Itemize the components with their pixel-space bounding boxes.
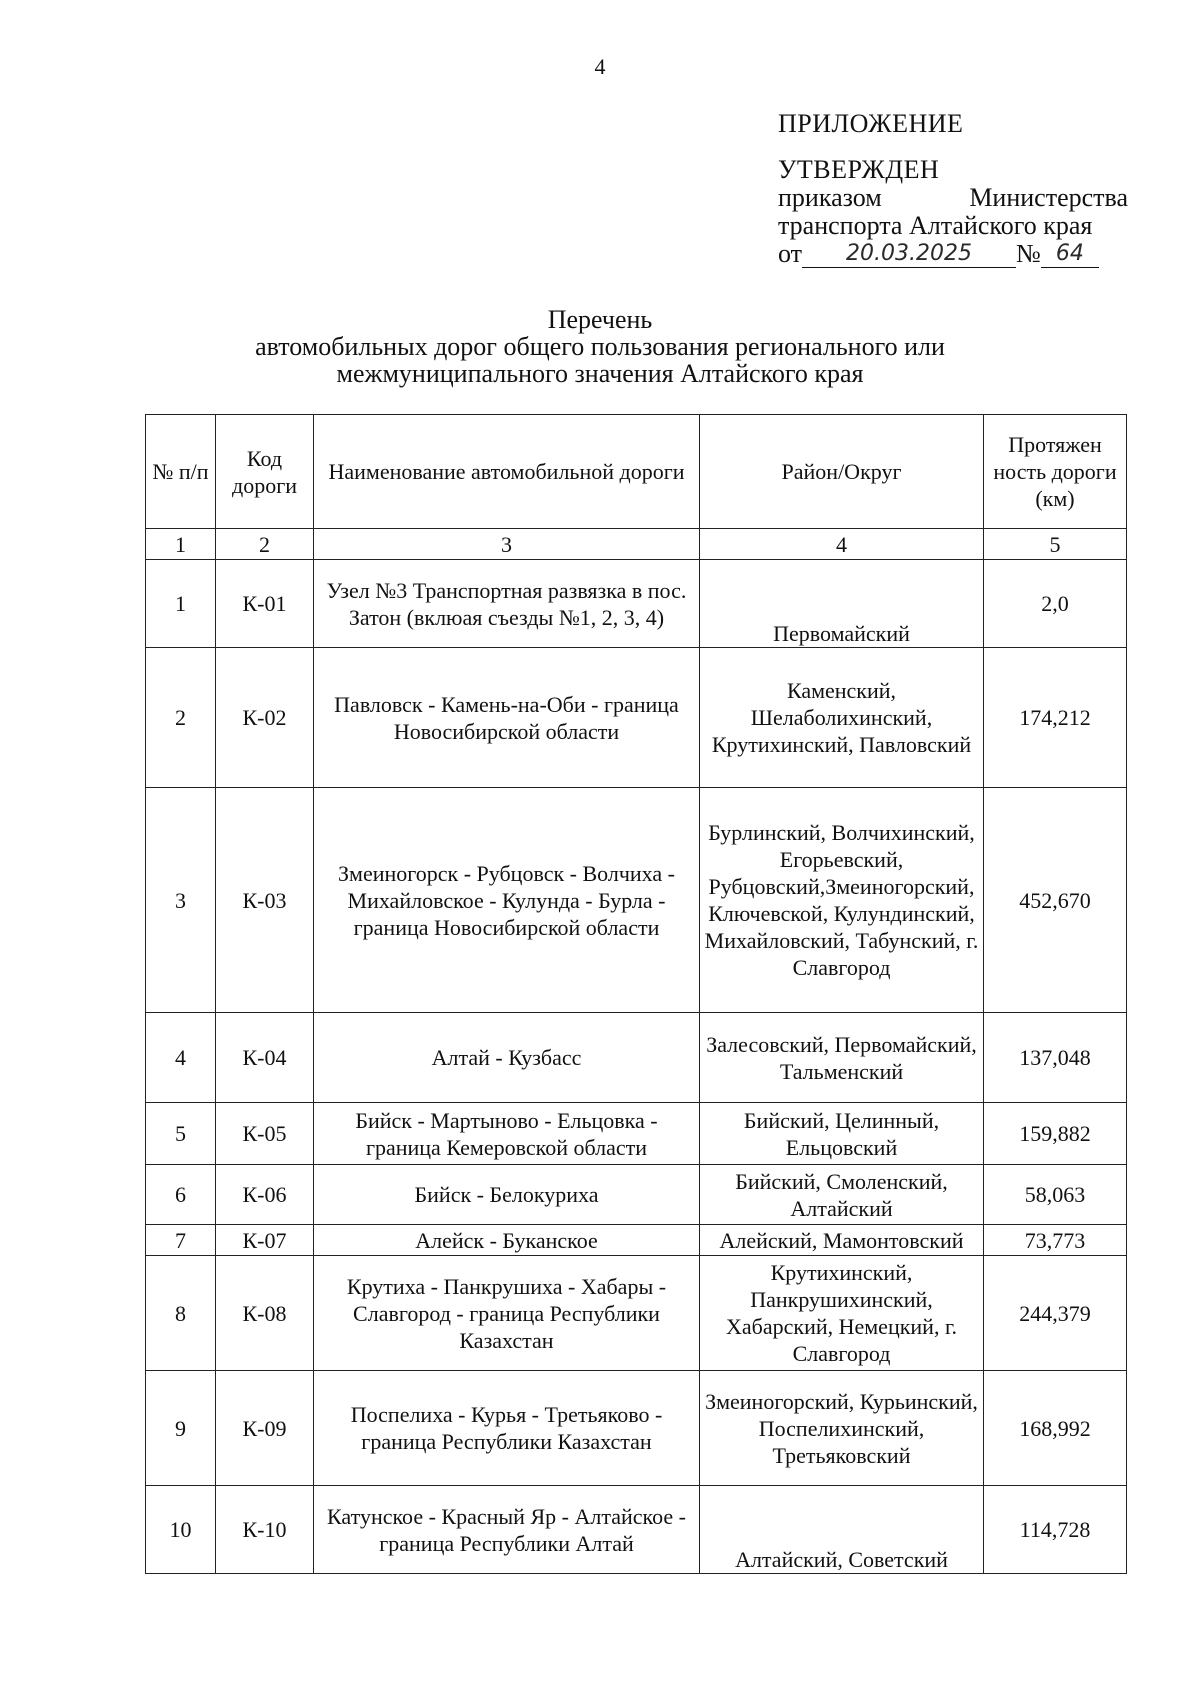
road-district: Бийский, Целинный, Ельцовский	[700, 1103, 984, 1165]
road-district: Змеиногорский, Курьинский, Поспелихинский, Третьяковский	[700, 1371, 984, 1486]
header-number: № п/п	[146, 415, 216, 529]
road-district: Крутихинский, Панкрушихинский, Хабарский, Немецкий, г. Славгород	[700, 1256, 984, 1371]
ministry-word: Министерства	[969, 183, 1128, 212]
road-code: К-06	[216, 1165, 314, 1225]
header-road-name: Наименование автомобильной дороги	[314, 415, 700, 529]
road-district: Бийский, Смоленский, Алтайский	[700, 1165, 984, 1225]
road-district: Первомайский	[700, 560, 984, 648]
row-number: 7	[146, 1225, 216, 1256]
road-name: Катунское - Красный Яр - Алтайское - граница Республики Алтай	[314, 1486, 700, 1574]
title-line-2: автомобильных дорог общего пользования регионального или	[255, 332, 945, 361]
row-number: 10	[146, 1486, 216, 1574]
road-code: К-04	[216, 1013, 314, 1103]
road-code: К-05	[216, 1103, 314, 1165]
table-row	[146, 788, 1127, 1013]
header-row	[146, 415, 1127, 529]
column-number: 2	[216, 529, 314, 560]
road-code: К-01	[216, 560, 314, 648]
order-line	[778, 184, 1128, 212]
road-district: Залесовский, Первомайский, Тальменский	[700, 1013, 984, 1103]
road-code: К-07	[216, 1225, 314, 1256]
road-code: К-10	[216, 1486, 314, 1574]
date-number-line	[778, 240, 1128, 268]
table-row	[146, 1225, 1127, 1256]
header-length: Протяжен ность дороги (км)	[984, 415, 1127, 529]
handwritten-date: 20.03.2025	[802, 241, 1016, 268]
from-label: от	[778, 239, 803, 268]
row-number: 3	[146, 788, 216, 1013]
row-number: 1	[146, 560, 216, 648]
road-length: 58,063	[984, 1165, 1127, 1225]
road-name: Змеиногорск - Рубцовск - Волчиха - Михайловское - Кулунда - Бурла - граница Новосибирской области	[314, 788, 700, 1013]
road-length: 452,670	[984, 788, 1127, 1013]
header-code: Код дороги	[216, 415, 314, 529]
table-row	[146, 648, 1127, 788]
table-row	[146, 1486, 1127, 1574]
table-row	[146, 1371, 1127, 1486]
row-number: 8	[146, 1256, 216, 1371]
road-length: 159,882	[984, 1103, 1127, 1165]
handwritten-number: 64	[1041, 241, 1099, 268]
road-length: 114,728	[984, 1486, 1127, 1574]
number-label: №	[1016, 239, 1041, 268]
column-number: 3	[314, 529, 700, 560]
road-name: Бийск - Мартыново - Ельцовка - граница Кемеровской области	[314, 1103, 700, 1165]
header-district: Район/Округ	[700, 415, 984, 529]
road-district: Бурлинский, Волчихинский, Егорьевский, Рубцовский,Змеиногорский, Ключевской, Кулундинский, Михайловский, Табунский, г. Славгород	[700, 788, 984, 1013]
by-order-word: приказом	[778, 183, 882, 212]
appendix-title: ПРИЛОЖЕНИЕ	[778, 109, 964, 138]
column-number: 5	[984, 529, 1127, 560]
table-row	[146, 560, 1127, 648]
road-length: 2,0	[984, 560, 1127, 648]
row-number: 4	[146, 1013, 216, 1103]
road-code: К-09	[216, 1371, 314, 1486]
road-name: Алейск - Буканское	[314, 1225, 700, 1256]
road-district: Алтайский, Советский	[700, 1486, 984, 1574]
approved-label: УТВЕРЖДЕН	[778, 155, 940, 184]
table-row	[146, 1103, 1127, 1165]
title-line-1: Перечень	[547, 305, 653, 334]
road-length: 137,048	[984, 1013, 1127, 1103]
document-title	[0, 306, 1200, 387]
road-length: 174,212	[984, 648, 1127, 788]
table-row	[146, 1165, 1127, 1225]
row-number: 2	[146, 648, 216, 788]
road-code: К-02	[216, 648, 314, 788]
approval-block	[778, 110, 1128, 268]
road-code: К-08	[216, 1256, 314, 1371]
column-number: 4	[700, 529, 984, 560]
road-name: Крутиха - Панкрушиха - Хабары - Славгород - граница Республики Казахстан	[314, 1256, 700, 1371]
road-name: Узел №3 Транспортная развязка в пос. Затон (вклюая съезды №1, 2, 3, 4)	[314, 560, 700, 648]
title-line-3: межмуниципального значения Алтайского края	[336, 359, 864, 388]
row-number: 9	[146, 1371, 216, 1486]
table-row	[146, 1013, 1127, 1103]
table-row	[146, 1256, 1127, 1371]
road-length: 73,773	[984, 1225, 1127, 1256]
column-number: 1	[146, 529, 216, 560]
road-name: Поспелиха - Курья - Третьяково - граница Республики Казахстан	[314, 1371, 700, 1486]
roads-table	[145, 414, 1127, 1574]
road-code: К-03	[216, 788, 314, 1013]
road-district: Алейский, Мамонтовский	[700, 1225, 984, 1256]
page-number: 4	[594, 54, 606, 79]
ministry-name: транспорта Алтайского края	[778, 211, 1093, 240]
row-number: 5	[146, 1103, 216, 1165]
road-name: Бийск - Белокуриха	[314, 1165, 700, 1225]
road-length: 244,379	[984, 1256, 1127, 1371]
road-name: Павловск - Камень-на-Оби - граница Новосибирской области	[314, 648, 700, 788]
road-name: Алтай - Кузбасс	[314, 1013, 700, 1103]
row-number: 6	[146, 1165, 216, 1225]
road-district: Каменский, Шелаболихинский, Крутихинский, Павловский	[700, 648, 984, 788]
road-length: 168,992	[984, 1371, 1127, 1486]
column-numbers-row	[146, 529, 1127, 560]
